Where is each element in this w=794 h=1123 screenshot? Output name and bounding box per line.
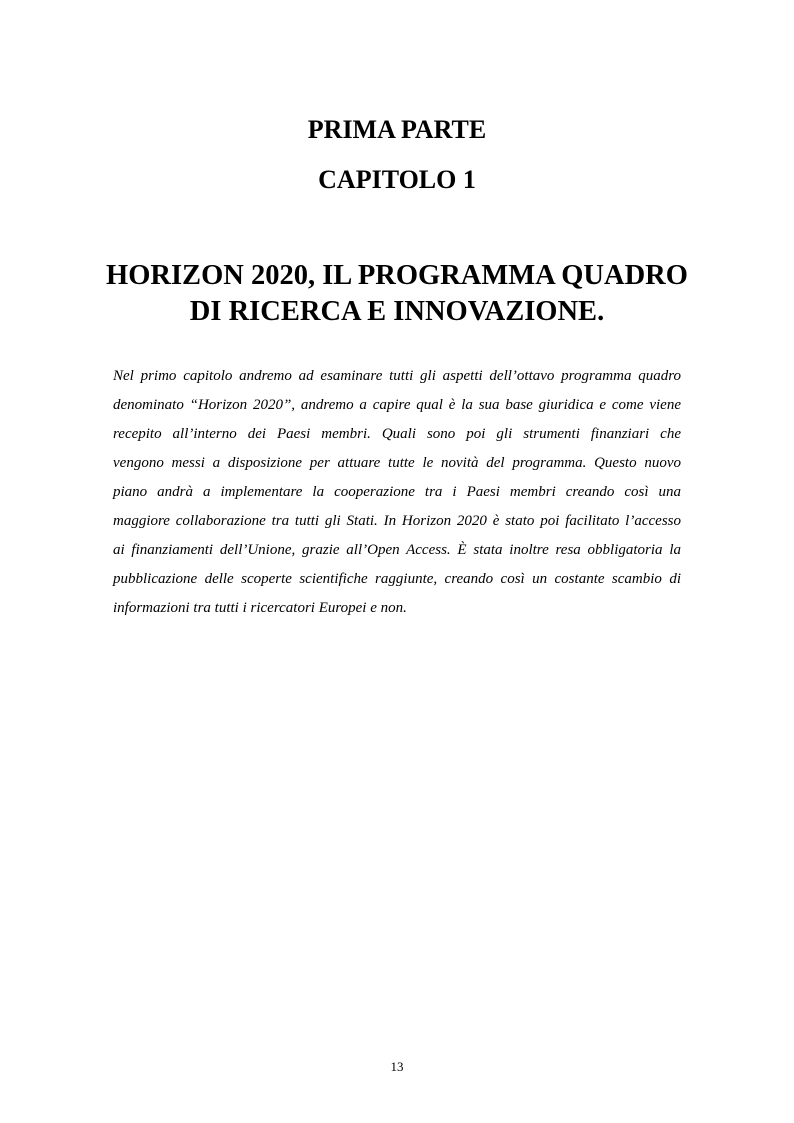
chapter-number: CAPITOLO 1 xyxy=(318,165,476,194)
abstract-line: vengono messi a disposizione per attuare tutte le novità del programma. Questo nuovo xyxy=(113,455,681,471)
part-title: PRIMA PARTE xyxy=(307,115,487,144)
abstract-line: Nel primo capitolo andremo ad esaminare tutti gli aspetti dell’ottavo programma quadro xyxy=(113,368,681,384)
abstract-line: maggiore collaborazione tra tutti gli Stati. In Horizon 2020 è stato poi facilitato l’accesso xyxy=(113,513,681,529)
abstract-line: informazioni tra tutti i ricercatori Europei e non. xyxy=(113,600,407,616)
abstract-line: pubblicazione delle scoperte scientifiche raggiunte, creando così un costante scambio di xyxy=(113,571,681,587)
abstract-line: ai finanziamenti dell’Unione, grazie all’Open Access. È stata inoltre resa obbligatoria la xyxy=(113,542,681,558)
abstract-line: piano andrà a implementare la cooperazione tra i Paesi membri creando così una xyxy=(113,484,681,500)
page-number: 13 xyxy=(390,1059,404,1074)
abstract-line: recepito all’interno dei Paesi membri. Quali sono poi gli strumenti finanziari che xyxy=(113,426,681,442)
abstract-line: denominato “Horizon 2020”, andremo a capire qual è la sua base giuridica e come viene xyxy=(113,397,681,413)
chapter-abstract xyxy=(113,362,681,623)
chapter-title-line: HORIZON 2020, IL PROGRAMMA QUADRO xyxy=(106,260,688,291)
chapter-title xyxy=(100,258,694,330)
chapter-title-line: DI RICERCA E INNOVAZIONE. xyxy=(189,296,605,327)
